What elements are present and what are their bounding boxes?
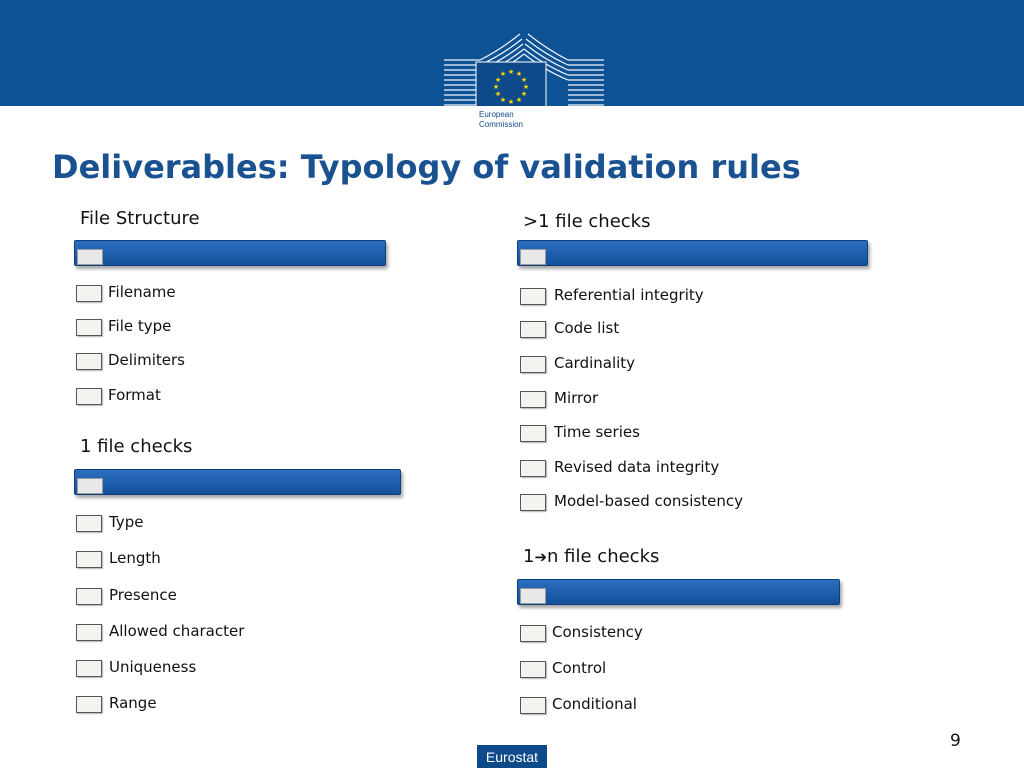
item-label-range: Range	[109, 694, 157, 712]
item-label-length: Length	[109, 549, 161, 567]
svg-text:★: ★	[520, 90, 528, 98]
slider-multi-file[interactable]	[517, 240, 868, 266]
checkbox-length[interactable]	[76, 551, 102, 568]
svg-text:★: ★	[499, 96, 507, 104]
right-arrow-icon: ➔	[534, 548, 548, 566]
item-label-format: Format	[108, 386, 161, 404]
checkbox-type[interactable]	[76, 515, 102, 532]
item-label-control: Control	[552, 659, 607, 677]
checkbox-cardinality[interactable]	[520, 356, 546, 373]
checkbox-referential-integrity[interactable]	[520, 288, 546, 305]
checkbox-time-series[interactable]	[520, 425, 546, 442]
checkbox-allowed-character[interactable]	[76, 624, 102, 641]
svg-text:★: ★	[515, 96, 523, 104]
svg-text:★: ★	[494, 90, 502, 98]
slider-handle[interactable]	[520, 588, 546, 604]
checkbox-mirror[interactable]	[520, 391, 546, 408]
item-label-allowed-character: Allowed character	[109, 622, 245, 640]
item-label-consistency: Consistency	[552, 623, 643, 641]
section-title-multi-file: >1 file checks	[523, 211, 651, 232]
svg-text:★: ★	[499, 70, 507, 78]
item-label-presence: Presence	[109, 586, 177, 604]
svg-text:★: ★	[520, 76, 528, 84]
checkbox-filename[interactable]	[76, 285, 102, 302]
checkbox-model-based-consistency[interactable]	[520, 494, 546, 511]
logo-text-line2: Commission	[479, 120, 524, 129]
svg-text:★: ★	[515, 70, 523, 78]
section-title-file-structure: File Structure	[80, 208, 200, 229]
section-title-one-to-n-prefix: 1	[523, 546, 535, 567]
svg-text:★: ★	[492, 83, 500, 91]
checkbox-range[interactable]	[76, 696, 102, 713]
checkbox-revised-data-integrity[interactable]	[520, 460, 546, 477]
item-label-model-based-consistency: Model-based consistency	[554, 492, 743, 510]
item-label-referential-integrity: Referential integrity	[554, 286, 704, 304]
svg-text:★: ★	[507, 68, 515, 76]
svg-text:★: ★	[507, 98, 515, 106]
checkbox-conditional[interactable]	[520, 697, 546, 714]
section-title-one-to-n-suffix: n file checks	[547, 546, 660, 567]
item-label-conditional: Conditional	[552, 695, 637, 713]
logo-text-line1: European	[479, 110, 514, 119]
slider-handle[interactable]	[77, 249, 103, 265]
section-title-one-file: 1 file checks	[80, 436, 193, 457]
svg-text:★: ★	[494, 76, 502, 84]
checkbox-delimiters[interactable]	[76, 353, 102, 370]
page-title: Deliverables: Typology of validation rules	[52, 148, 801, 186]
item-label-uniqueness: Uniqueness	[109, 658, 197, 676]
slider-handle[interactable]	[520, 249, 546, 265]
checkbox-presence[interactable]	[76, 588, 102, 605]
item-label-filename: Filename	[108, 283, 176, 301]
checkbox-format[interactable]	[76, 388, 102, 405]
svg-text:★: ★	[522, 83, 530, 91]
slider-one-to-n[interactable]	[517, 579, 840, 605]
item-label-delimiters: Delimiters	[108, 351, 185, 369]
checkbox-consistency[interactable]	[520, 625, 546, 642]
item-label-type: Type	[109, 513, 144, 531]
slider-handle[interactable]	[77, 478, 103, 494]
item-label-file-type: File type	[108, 317, 172, 335]
checkbox-code-list[interactable]	[520, 321, 546, 338]
checkbox-file-type[interactable]	[76, 319, 102, 336]
item-label-cardinality: Cardinality	[554, 354, 636, 372]
item-label-mirror: Mirror	[554, 389, 599, 407]
footer-eurostat-badge: Eurostat	[477, 745, 547, 768]
page-number: 9	[950, 731, 961, 751]
item-label-code-list: Code list	[554, 319, 620, 337]
logo-text	[479, 110, 549, 130]
slider-one-file[interactable]	[74, 469, 401, 495]
section-title-one-to-n	[523, 546, 659, 567]
slider-file-structure[interactable]	[74, 240, 386, 266]
item-label-time-series: Time series	[554, 423, 640, 441]
checkbox-control[interactable]	[520, 661, 546, 678]
checkbox-uniqueness[interactable]	[76, 660, 102, 677]
item-label-revised-data-integrity: Revised data integrity	[554, 458, 720, 476]
